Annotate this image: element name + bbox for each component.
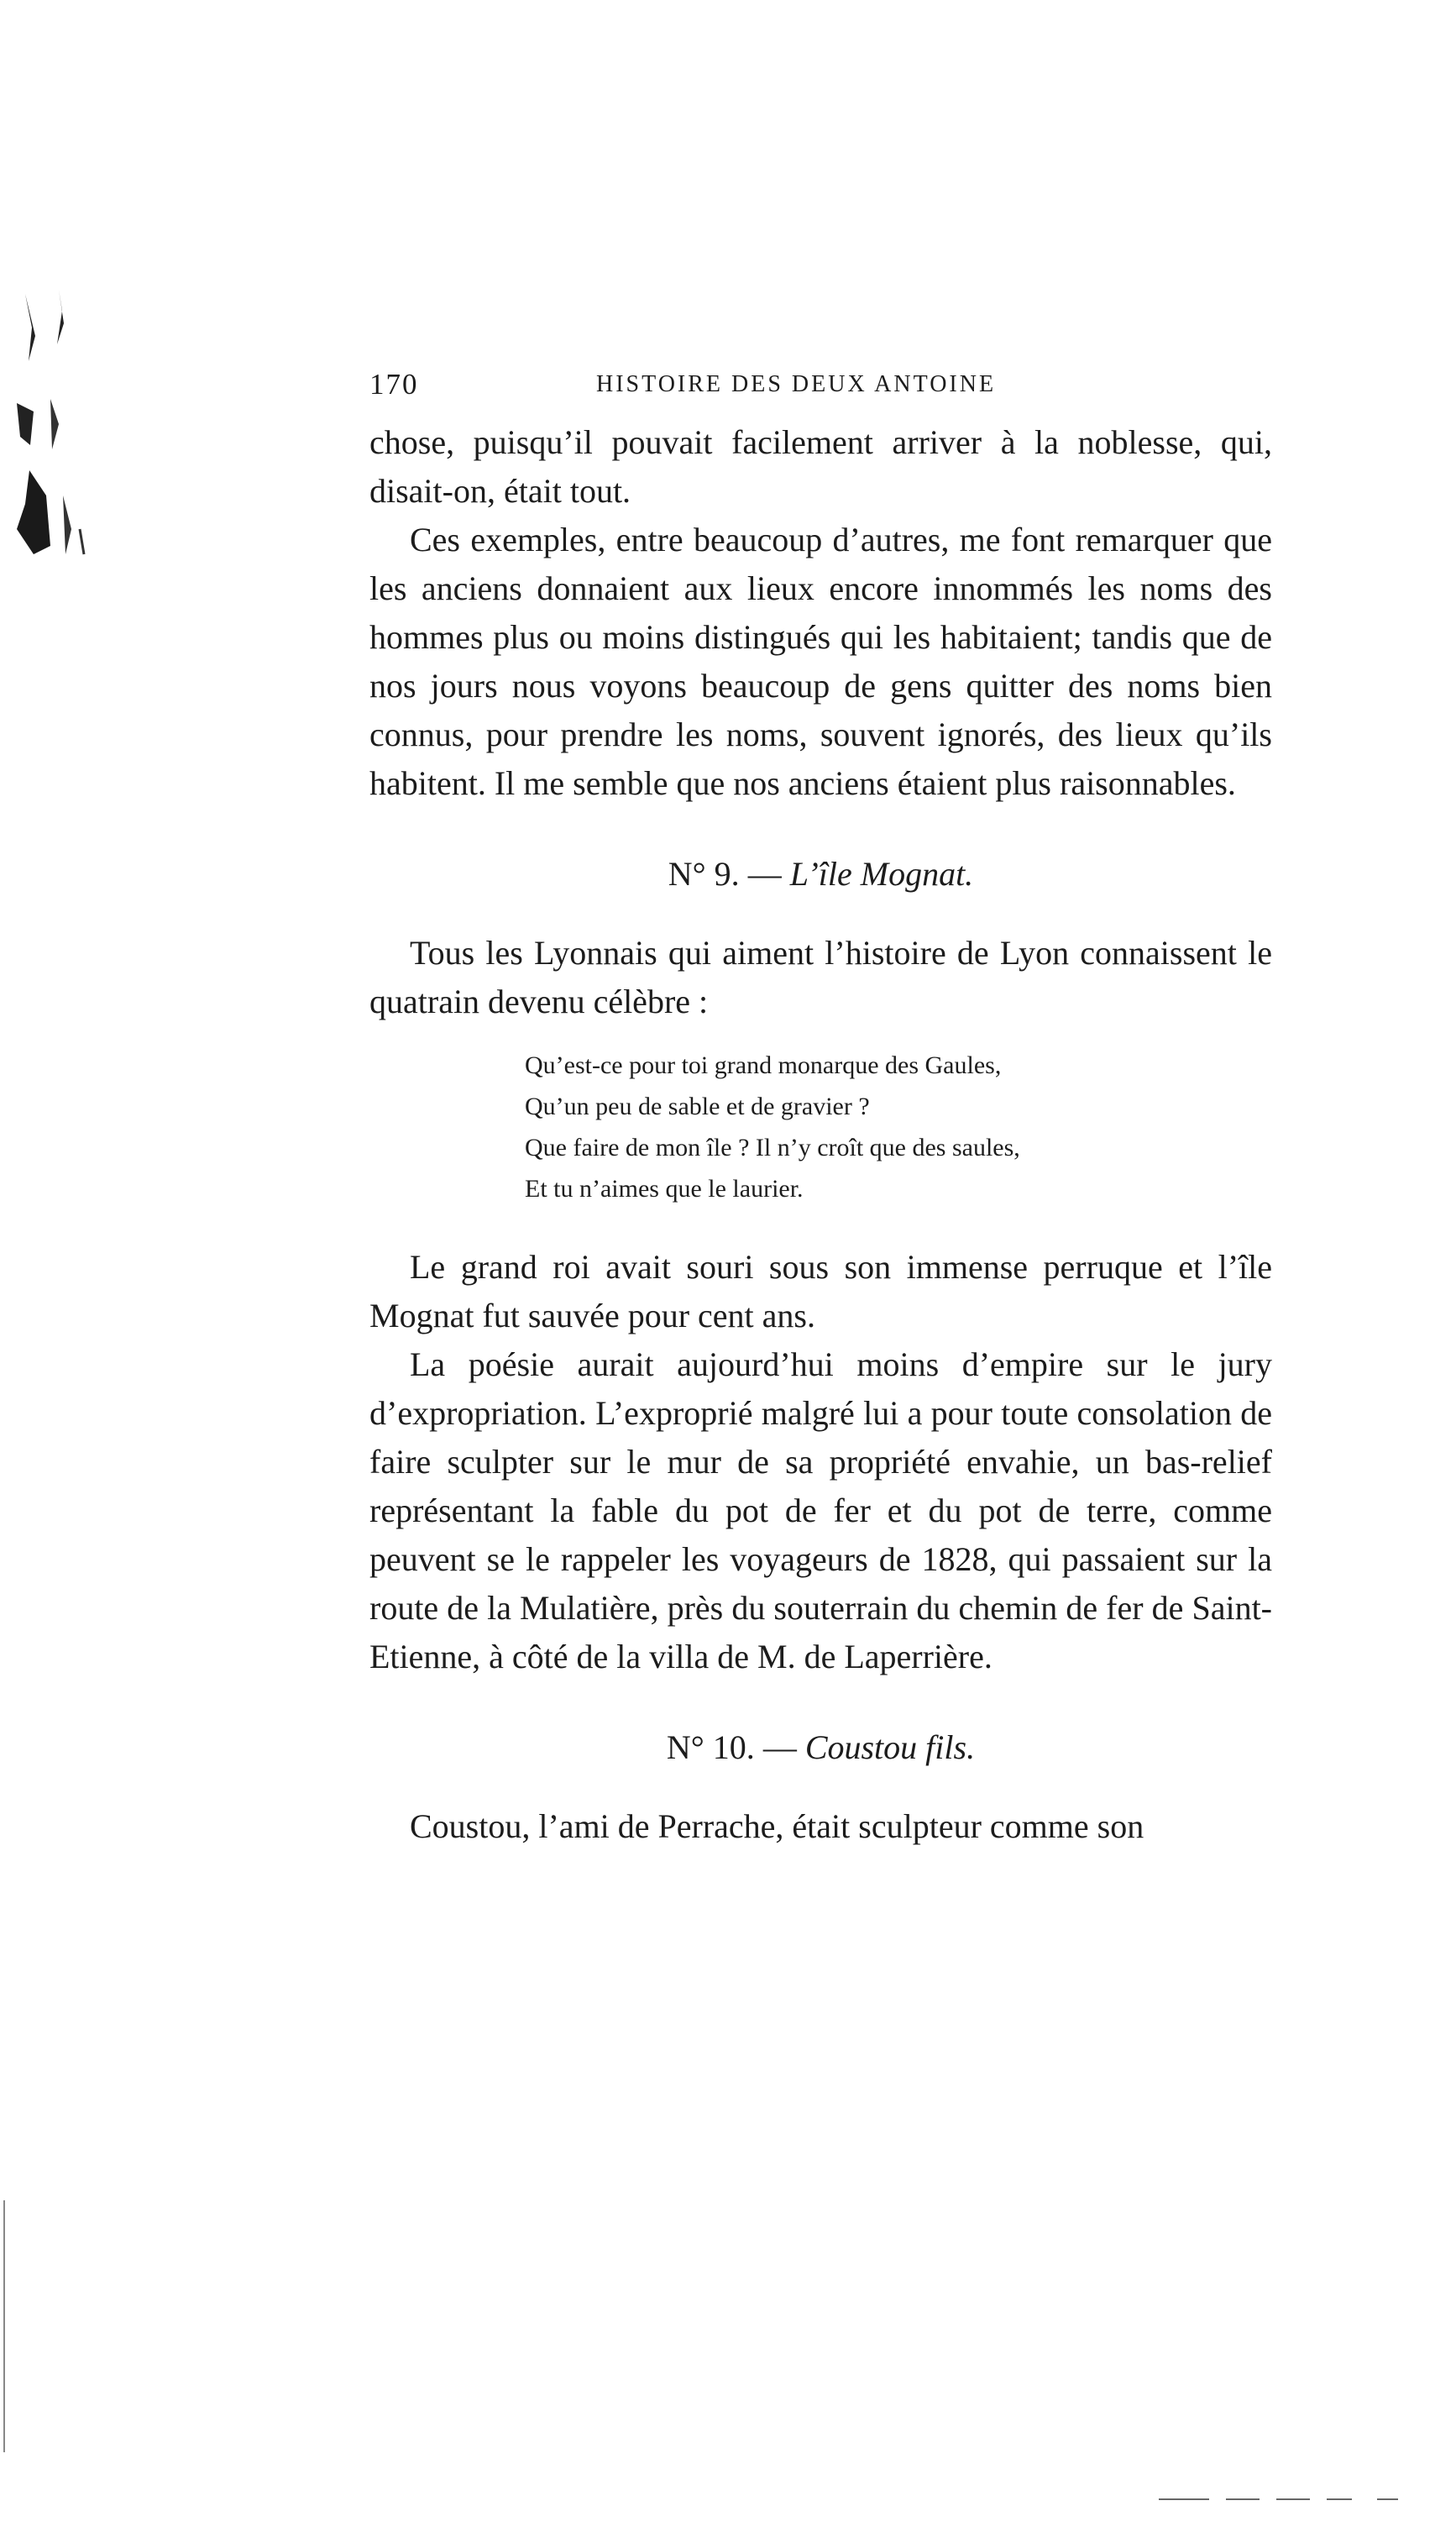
scan-edge-mark — [1276, 2498, 1310, 2500]
paragraph: Ces exemples, entre beaucoup d’autres, me font remarquer que les anciens donnaient aux lieux encore innommés les noms des hommes plus ou moins distingués qui les habitaient; tandis que de nos jours nous voyons beaucoup de gens quitter des noms bien connus, pour prendre les noms, souvent ignorés, des lieux qu’ils habitent. Il me semble que nos anciens étaient plus raisonnables. — [369, 521, 1272, 802]
scan-edge-mark — [1226, 2498, 1260, 2500]
section-title: Coustou fils. — [804, 1728, 976, 1766]
scan-edge-mark — [1327, 2498, 1352, 2500]
margin-ink-marks — [0, 277, 101, 596]
quatrain — [525, 1045, 1272, 1209]
section-number: N° 10. — [666, 1728, 755, 1766]
paragraph: chose, puisqu’il pouvait facilement arriver à la noblesse, qui, disait-on, était tout. — [369, 423, 1272, 510]
section-number: N° 9. — [668, 855, 740, 893]
section-title: L’île Mognat. — [789, 855, 974, 893]
paragraph: Tous les Lyonnais qui aiment l’histoire de Lyon connaissent le quatrain devenu célèbre : — [369, 934, 1272, 1020]
poem-line: Qu’est-ce pour toi grand monarque des Gaules, — [525, 1051, 1002, 1079]
paragraph: Coustou, l’ami de Perrache, était sculpteur comme son — [410, 1807, 1144, 1845]
running-title: HISTOIRE DES DEUX ANTOINE — [596, 371, 997, 397]
page-body — [369, 418, 1272, 1851]
poem-line: Que faire de mon île ? Il n’y croît que des saules, — [525, 1134, 1020, 1161]
poem-line: Et tu n’aimes que le laurier. — [525, 1175, 804, 1203]
paragraph: Le grand roi avait souri sous son immense perruque et l’île Mognat fut sauvée pour cent ans. — [369, 1248, 1272, 1334]
section-dash: — — [762, 1728, 797, 1766]
paragraph: La poésie aurait aujourd’hui moins d’empire sur le jury d’expropriation. L’exproprié malgré lui a pour toute consolation de faire sculpter sur le mur de sa propriété envahie, un bas-relief représentant la fable du pot de fer et du pot de terre, comme peuvent se le rappeler les voyageurs de 1828, qui passaient sur la route de la Mulatière, près du souterrain du chemin de fer de Saint-Etienne, à côté de la villa de M. de Laperrière. — [369, 1345, 1272, 1675]
poem-line: Qu’un peu de sable et de gravier ? — [525, 1093, 870, 1120]
section-heading — [369, 850, 1272, 899]
section-dash: — — [747, 855, 782, 893]
scan-edge-mark — [1377, 2498, 1398, 2500]
running-header — [369, 368, 1276, 410]
page-number: 170 — [369, 368, 419, 401]
scan-edge-line — [3, 2200, 5, 2452]
section-heading — [369, 1723, 1272, 1772]
scan-edge-mark — [1159, 2498, 1209, 2500]
